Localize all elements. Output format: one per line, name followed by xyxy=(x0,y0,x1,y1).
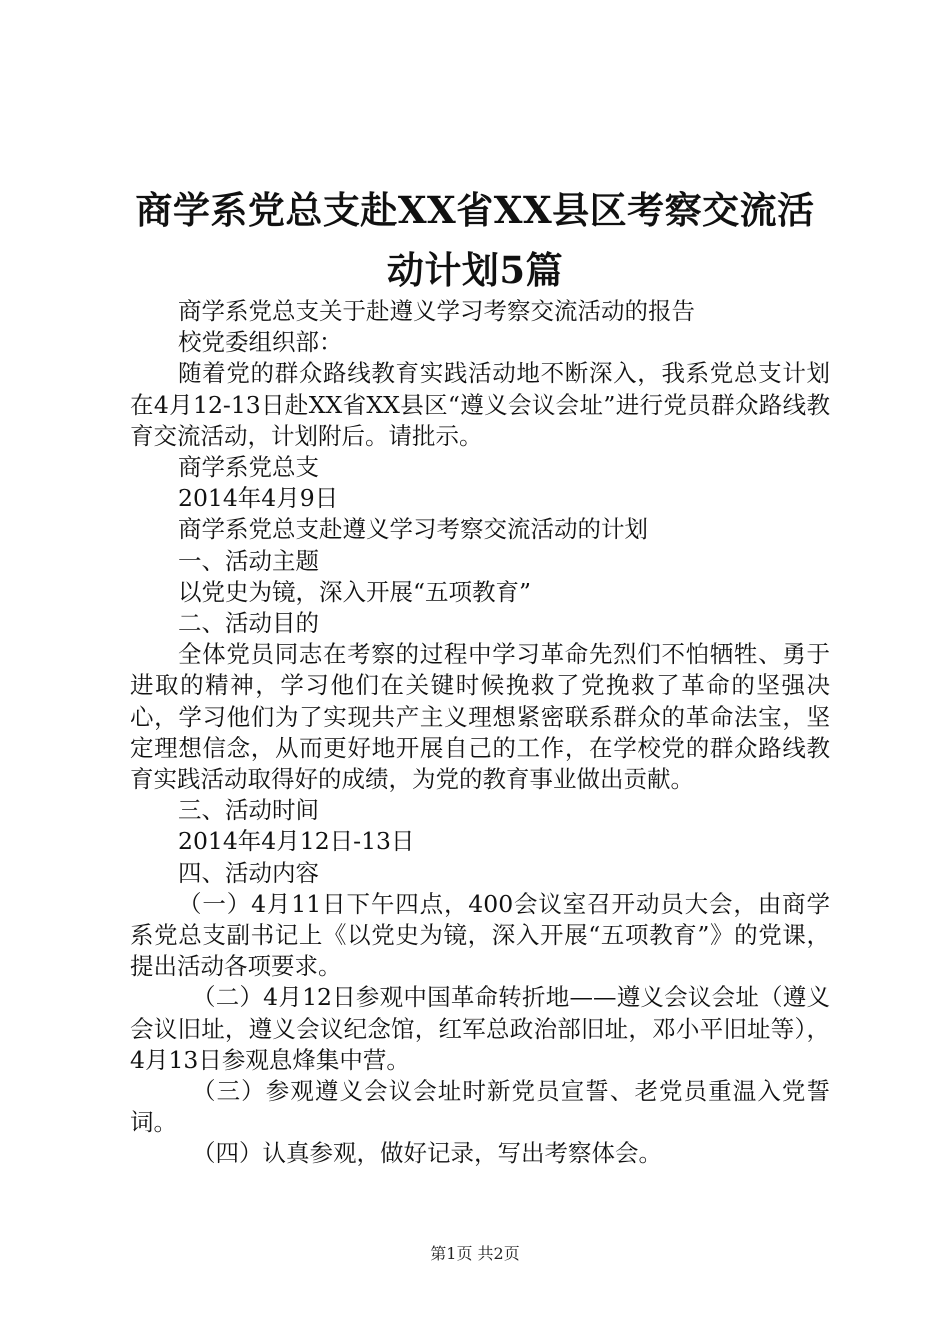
document-body xyxy=(130,296,830,1170)
content-item-3: （三）参观遵义会议会址时新党员宣誓、老党员重温入党誓词。 xyxy=(130,1077,830,1137)
section-heading-time: 三、活动时间 xyxy=(178,796,319,825)
report-paragraph: 随着党的群众路线教育实践活动地不断深入，我系党总支计划在4月12-13日赴XX省XX县区“遵义会议会址”进行党员群众路线教育交流活动，计划附后。请批示。 xyxy=(130,359,830,450)
signature-date: 2014年4月9日 xyxy=(178,484,339,513)
section-heading-theme: 一、活动主题 xyxy=(178,546,319,575)
document-title: 商学系党总支赴XX省XX县区考察交流活动计划5篇 xyxy=(135,188,815,292)
recipient-line: 校党委组织部： xyxy=(178,328,343,357)
section-heading-purpose: 二、活动目的 xyxy=(178,609,319,638)
section-heading-content: 四、活动内容 xyxy=(178,858,319,887)
report-heading: 商学系党总支关于赴遵义学习考察交流活动的报告 xyxy=(178,297,695,325)
page-footer: 第1页 共2页 xyxy=(430,1244,520,1263)
purpose-paragraph: 全体党员同志在考察的过程中学习革命先烈们不怕牺牲、勇于进取的精神，学习他们在关键时候挽救了党挽救了革命的坚强决心，学习他们为了实现共产主义理想紧密联系群众的革命法宝，坚定理想信念，从而更好地开展自己的工作，在学校党的群众路线教育实践活动取得好的成绩，为党的教育事业做出贡献。 xyxy=(130,640,830,794)
content-item-2: （二）4月12日参观中国革命转折地——遵义会议会址（遵义会议旧址，遵义会议纪念馆，红军总政治部旧址，邓小平旧址等），4月13日参观息烽集中营。 xyxy=(130,983,830,1074)
signature-org: 商学系党总支 xyxy=(178,453,319,482)
content-item-1: （一）4月11日下午四点，400会议室召开动员大会，由商学系党总支副书记上《以党史为镜，深入开展“五项教育”》的党课，提出活动各项要求。 xyxy=(130,889,830,981)
plan-heading: 商学系党总支赴遵义学习考察交流活动的计划 xyxy=(178,515,648,544)
time-text: 2014年4月12日-13日 xyxy=(178,827,415,856)
theme-text: 以党史为镜，深入开展“五项教育” xyxy=(178,577,532,606)
content-item-4: （四）认真参观，做好记录，写出考察体会。 xyxy=(192,1139,662,1168)
